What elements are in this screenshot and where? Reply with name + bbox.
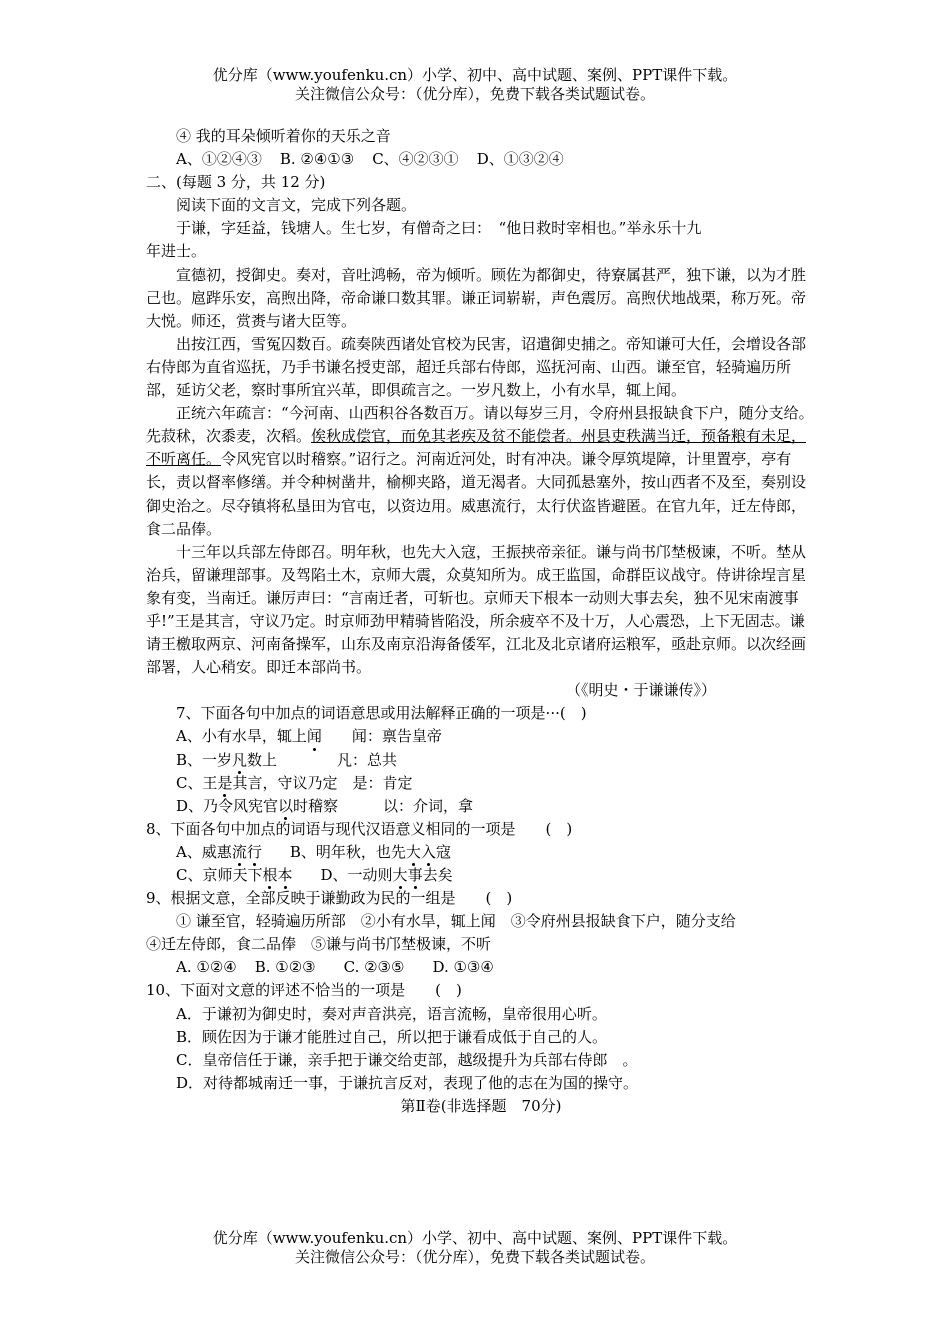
q7-option-b: B、一岁凡数上 凡：总共	[146, 749, 816, 772]
header-line-2: 关注微信公众号：（优分库），免费下载各类试题试卷。	[294, 85, 655, 103]
footer-line-1: 优分库（www.youfenku.cn）小学、初中、高中试题、案例、PPT课件下载。	[212, 1229, 738, 1247]
section-heading: 二、(每题 3 分，共 12 分)	[146, 173, 326, 192]
footer-line-2: 关注微信公众号：（优分库），免费下载各类试题试卷。	[294, 1248, 655, 1266]
section-instruction: 阅读下面的文言文，完成下列各题。	[176, 196, 417, 215]
q10-option-d: D．对待都城南迁一事，于谦抗言反对，表现了他的志在为国的操守。	[176, 1073, 639, 1092]
passage-p1-line2: 年进士。	[146, 242, 207, 261]
q9-line2: ④迁左侍郎，食二品俸 ⑤谦与尚书邝埜极谏，不听	[146, 935, 492, 954]
page-content	[146, 125, 816, 1118]
prev-option-c: C、④②③①	[372, 150, 459, 169]
q8-options-cd: C、京师天下根本 D、一动则大事去矣	[146, 864, 816, 887]
prev-options	[146, 148, 816, 171]
q9-options: A. ①②④ B. ①②③ C. ②③⑤ D. ①③④	[176, 958, 494, 977]
passage-p4	[146, 402, 816, 541]
passage-source: （《明史・于谦谦传》）	[565, 681, 716, 700]
passage-p2-text: 宣德初，授御史。奏对，音吐鸿畅，帝为倾听。顾佐为都御史，待寮属甚严，独下谦，以为才胜己也。扈跸乐安，高煦出降，帝命谦口数其罪。谦正词崭崭，声色震厉。高煦伏地战栗，称万死。帝大悦。师还，赏赉与诸大臣等。	[146, 265, 807, 330]
q7-option-c: C、王是其言，守议乃定 是：肯定	[146, 772, 816, 795]
q10-option-b: B．顾佐因为于谦才能胜过自己，所以把于谦看成低于自己的人。	[176, 1027, 608, 1046]
q8-stem: 8、下面各句中加点的词语与现代汉语意义相同的一项是 ( )	[146, 819, 573, 838]
q10-option-c: C．皇帝信任于谦，亲手把于谦交给吏部，越级提升为兵部右侍郎 。	[176, 1050, 638, 1069]
q7-stem: 7、下面各句中加点的词语意思或用法解释正确的一项是···( )	[176, 704, 587, 723]
passage-p3	[146, 333, 816, 402]
passage-p5-text: 十三年以兵部左侍郎召。明年秋，也先大入寇，王振挟帝亲征。谦与尚书邝埜极谏，不听。埜从治兵，留谦理部事。及驾陷土木，京师大震，众莫知所为。成王监国，命群臣议战守。侍讲徐埕言星象有变，当南迁。谦厉声曰：“言南迁者，可斩也。京师天下根本一动则大事去矣，独不见宋南渡事乎!”王是其言，守议乃定。时京师劲甲精骑皆陷没，所余疲卒不及十万，人心震恐，上下无固志。谦请王檄取两京、河南备操军，山东及南京沿海备倭军，江北及北京诸府运粮军，亟赴京师。以次经画部署，人心稍安。即迁本部尚书。	[146, 542, 807, 677]
passage-p3-text: 出按江西，雪冤囚数百。疏奏陕西诸处官校为民害，诏遣御史捕之。帝知谦可大任，会增设各部右侍郎为直省巡抚，乃手书谦名授吏部，超迁兵部右侍郎，巡抚河南、山西。谦至官，轻骑遍历所部，延访父老，察时事所宜兴革，即俱疏言之。一岁凡数上，小有水旱，辄上闻。	[146, 334, 807, 400]
prev-item-4: ④ 我的耳朵倾听着你的天乐之音	[176, 127, 391, 145]
page-footer	[0, 1229, 950, 1267]
q10-option-a: A．于谦初为御史时，奏对声音洪亮，语言流畅，皇帝很用心听。	[176, 1004, 607, 1023]
q9-line1: ① 谦至官，轻骑遍历所部 ②小有水旱，辄上闻 ③令府州县报缺食下户，随分支给	[176, 912, 736, 931]
passage-p2	[146, 264, 816, 333]
prev-option-a: A、①②④③	[176, 150, 262, 169]
q7-option-a: A、小有水旱，辄上闻 闻：禀告皇帝	[146, 725, 816, 748]
q7-option-d: D、乃令风宪官以时稽察 以：介词，拿	[146, 795, 816, 818]
passage-p4-underlined: 俟秋成偿官，而免其老疾及贫不能偿者。州县吏秩满当迁，预备粮有未足，不听离任。	[146, 427, 807, 469]
q8-options-ab: A、威惠流行 B、明年秋，也先大入寇	[146, 841, 816, 864]
passage-p5	[146, 541, 816, 680]
q9-stem: 9、根据文意，全部反映于谦勤政为民的一组是 ( )	[146, 889, 513, 908]
passage-p4-text-a: 正统六年疏言：“今河南、山西积谷各数百万。请以每岁三月，令府州县报缺食下户，随分支给。先菽秫，次黍麦，次稻。	[146, 404, 814, 446]
passage-p1-line1: 于谦，字廷益，钱塘人。生七岁，有僧奇之曰： “他日救时宰相也。”举永乐十九	[176, 219, 702, 238]
prev-option-b: B. ②④①③	[279, 150, 355, 169]
page-header	[0, 66, 950, 104]
passage-p4-text-b: 令风宪官以时稽察。”诏行之。河南近河处，时有冲决。谦令厚筑堤障，计里置亭，亭有长，责以督率修缮。并令种树凿井，榆柳夹路，道无渴者。大同孤悬塞外，按山西者不及至，奏别设御史治之。尽夺镇将私垦田为官屯，以资边用。威惠流行，太行伏盗皆避匿。在官九年，迁左侍郎，食二品俸。	[146, 450, 807, 538]
header-line-1: 优分库（www.youfenku.cn）小学、初中、高中试题、案例、PPT课件下载。	[212, 66, 738, 84]
q10-stem: 10、下面对文意的评述不恰当的一项是 ( )	[146, 981, 462, 1000]
prev-option-d: D、①③②④	[476, 150, 564, 169]
part2-heading: 第Ⅱ卷(非选择题 70分)	[400, 1096, 562, 1115]
